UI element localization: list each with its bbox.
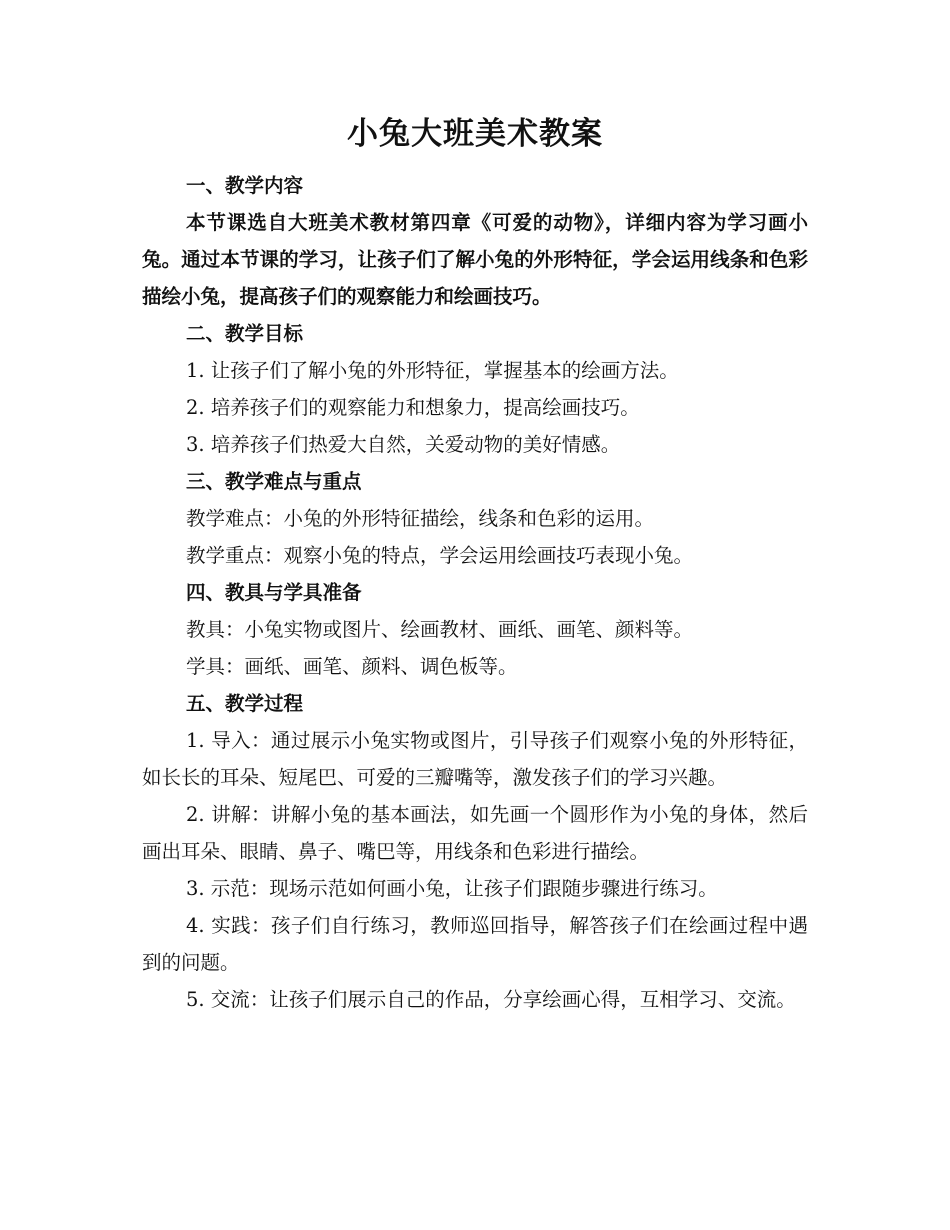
section-heading-materials: 四、教具与学具准备 — [186, 581, 362, 604]
process-step: 2. 讲解：讲解小兔的基本画法，如先画一个圆形作为小兔的身体，然后画出耳朵、眼睛、鼻子、嘴巴等，用线条和色彩进行描绘。 — [142, 803, 808, 863]
section-heading-process: 五、教学过程 — [186, 692, 304, 715]
goal-item: 1. 让孩子们了解小兔的外形特征，掌握基本的绘画方法。 — [186, 359, 679, 382]
goal-item: 3. 培养孩子们热爱大自然，关爱动物的美好情感。 — [186, 433, 621, 456]
process-step: 5. 交流：让孩子们展示自己的作品，分享绘画心得，互相学习、交流。 — [186, 988, 796, 1011]
teaching-aids-text: 教具：小兔实物或图片、绘画教材、画纸、画笔、颜料等。 — [186, 618, 694, 641]
difficulty-text: 教学难点：小兔的外形特征描绘，线条和色彩的运用。 — [186, 507, 655, 530]
section-heading-difficulties: 三、教学难点与重点 — [186, 470, 362, 493]
content-paragraph: 本节课选自大班美术教材第四章《可爱的动物》，详细内容为学习画小兔。通过本节课的学习，让孩子们了解小兔的外形特征，学会运用线条和色彩描绘小兔，提高孩子们的观察能力和绘画技巧。 — [142, 211, 808, 308]
section-heading-content: 一、教学内容 — [186, 174, 304, 197]
document-title: 小兔大班美术教案 — [347, 116, 603, 152]
process-step: 1. 导入：通过展示小兔实物或图片，引导孩子们观察小兔的外形特征，如长长的耳朵、短尾巴、可爱的三瓣嘴等，激发孩子们的学习兴趣。 — [142, 729, 808, 789]
document-body — [142, 167, 808, 1018]
key-point-text: 教学重点：观察小兔的特点，学会运用绘画技巧表现小兔。 — [186, 544, 694, 567]
section-heading-goals: 二、教学目标 — [186, 322, 304, 345]
process-step: 4. 实践：孩子们自行练习，教师巡回指导，解答孩子们在绘画过程中遇到的问题。 — [142, 914, 808, 974]
goal-item: 2. 培养孩子们的观察能力和想象力，提高绘画技巧。 — [186, 396, 640, 419]
learning-aids-text: 学具：画纸、画笔、颜料、调色板等。 — [186, 655, 518, 678]
process-step: 3. 示范：现场示范如何画小兔，让孩子们跟随步骤进行练习。 — [186, 877, 718, 900]
